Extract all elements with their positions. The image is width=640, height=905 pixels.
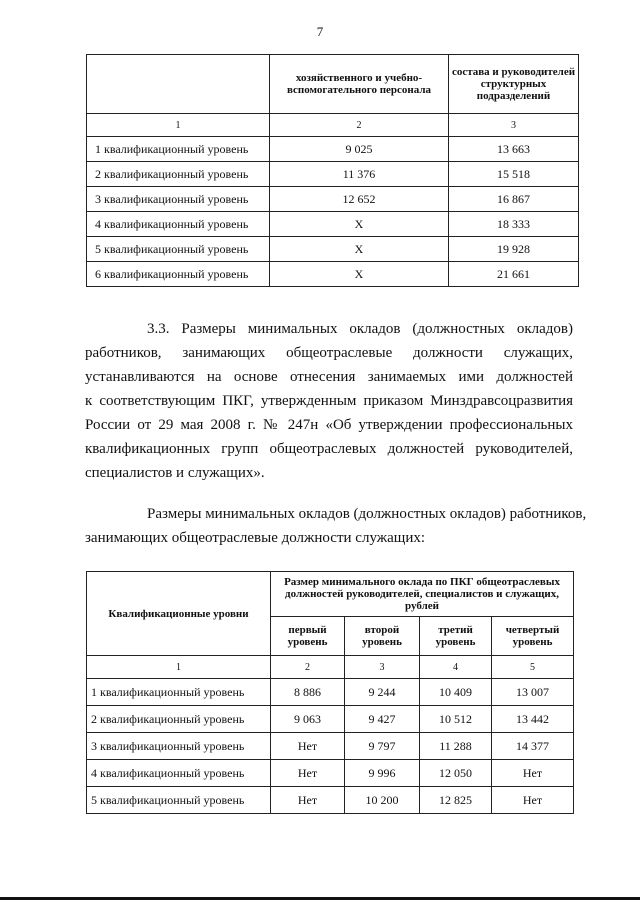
table-row [87, 137, 579, 162]
level-cell: 4 квалификационный уровень [87, 212, 270, 237]
paragraph-line: устанавливаются на основе отнесения занимаемых ими должностей [85, 369, 573, 385]
column-number: 4 [420, 656, 492, 679]
header-cell-empty [87, 55, 270, 114]
value-cell: X [270, 262, 449, 287]
subheader-cell: третий уровень [420, 617, 492, 656]
table-row [87, 262, 579, 287]
column-number: 2 [270, 114, 449, 137]
column-number-row [87, 656, 574, 679]
table-row [87, 760, 574, 787]
paragraph-line: занимающих общеотраслевые должности служащих: [85, 530, 426, 546]
value-cell: 8 886 [271, 679, 345, 706]
column-number: 2 [271, 656, 345, 679]
value-cell: 12 825 [420, 787, 492, 814]
value-cell: Нет [271, 760, 345, 787]
level-cell: 6 квалификационный уровень [87, 262, 270, 287]
value-cell: Нет [492, 760, 574, 787]
value-cell: 9 996 [345, 760, 420, 787]
page-bottom-rule [0, 897, 640, 900]
value-cell: 11 376 [270, 162, 449, 187]
paragraph-line: работников, занимающих общеотраслевые должности служащих, [85, 345, 573, 361]
value-cell: 18 333 [449, 212, 579, 237]
subheader-cell: второй уровень [345, 617, 420, 656]
level-cell: 4 квалификационный уровень [87, 760, 271, 787]
value-cell: 16 867 [449, 187, 579, 212]
paragraph-line: к соответствующим ПКГ, утвержденным приказом Минздравсоцразвития [85, 393, 573, 409]
value-cell: 10 409 [420, 679, 492, 706]
level-cell: 5 квалификационный уровень [87, 237, 270, 262]
level-cell: 1 квалификационный уровень [87, 679, 271, 706]
value-cell: 12 050 [420, 760, 492, 787]
level-cell: 1 квалификационный уровень [87, 137, 270, 162]
value-cell: 10 200 [345, 787, 420, 814]
value-cell: 11 288 [420, 733, 492, 760]
value-cell: Нет [492, 787, 574, 814]
value-cell: 9 427 [345, 706, 420, 733]
value-cell: Нет [271, 787, 345, 814]
paragraph-intro [85, 502, 587, 550]
subheader-cell: четвертый уровень [492, 617, 574, 656]
paragraph-line: квалификационных групп общеотраслевых должностей руководителей, [85, 441, 573, 457]
value-cell: 12 652 [270, 187, 449, 212]
table-row [87, 733, 574, 760]
paragraph-3-3 [85, 317, 573, 485]
value-cell: 9 244 [345, 679, 420, 706]
level-cell: 3 квалификационный уровень [87, 187, 270, 212]
salary-table-top [86, 54, 579, 287]
value-cell: 21 661 [449, 262, 579, 287]
table-row [87, 679, 574, 706]
value-cell: 13 442 [492, 706, 574, 733]
column-number-row [87, 114, 579, 137]
group-header-cell: Размер минимального оклада по ПКГ общеотраслевых должностей руководителей, специалистов и служащих, рублей [271, 572, 574, 617]
header-cell: хозяйственного и учебно-вспомогательного персонала [270, 55, 449, 114]
value-cell: 13 663 [449, 137, 579, 162]
value-cell: X [270, 237, 449, 262]
value-cell: Нет [271, 733, 345, 760]
column-number: 1 [87, 114, 270, 137]
column-number: 1 [87, 656, 271, 679]
value-cell: 9 025 [270, 137, 449, 162]
column-number: 5 [492, 656, 574, 679]
table-row [87, 787, 574, 814]
value-cell: 14 377 [492, 733, 574, 760]
table-row [87, 187, 579, 212]
header-cell: Квалификационные уровни [87, 572, 271, 656]
table-row [87, 162, 579, 187]
level-cell: 2 квалификационный уровень [87, 162, 270, 187]
table-row [87, 706, 574, 733]
page-number: 7 [316, 24, 324, 39]
value-cell: 9 797 [345, 733, 420, 760]
salary-table-general [86, 571, 574, 814]
value-cell: X [270, 212, 449, 237]
paragraph-line: специалистов и служащих». [85, 465, 265, 481]
column-number: 3 [449, 114, 579, 137]
paragraph-line: России от 29 мая 2008 г. № 247н «Об утверждении профессиональных [85, 417, 573, 433]
table-header-row [87, 55, 579, 114]
table-row [87, 237, 579, 262]
level-cell: 5 квалификационный уровень [87, 787, 271, 814]
column-number: 3 [345, 656, 420, 679]
value-cell: 19 928 [449, 237, 579, 262]
paragraph-line: 3.3. Размеры минимальных окладов (должностных окладов) [147, 321, 573, 337]
value-cell: 13 007 [492, 679, 574, 706]
level-cell: 3 квалификационный уровень [87, 733, 271, 760]
table-header-row [87, 572, 574, 617]
level-cell: 2 квалификационный уровень [87, 706, 271, 733]
table-row [87, 212, 579, 237]
value-cell: 9 063 [271, 706, 345, 733]
value-cell: 15 518 [449, 162, 579, 187]
header-cell: состава и руководителей структурных подразделений [449, 55, 579, 114]
value-cell: 10 512 [420, 706, 492, 733]
subheader-cell: первый уровень [271, 617, 345, 656]
paragraph-line: Размеры минимальных окладов (должностных окладов) работников, [147, 506, 587, 522]
